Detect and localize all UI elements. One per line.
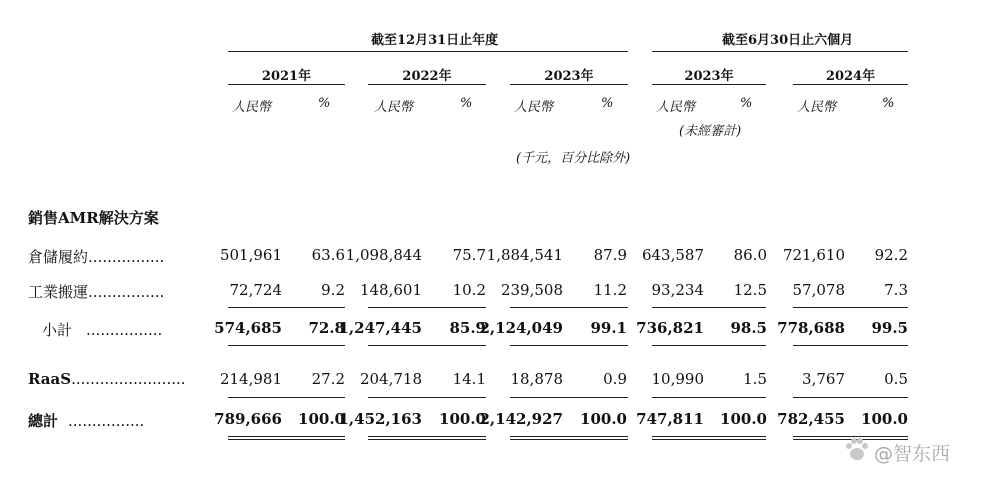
dot-leader: ........................ [71, 370, 186, 388]
cell-warehouse-2021-pct: 63.6 [311, 246, 345, 264]
cell-warehouse-2023h-rmb: 643,587 [641, 246, 704, 264]
cell-industrial-2021-rmb: 72,724 [229, 281, 282, 299]
year-rule-2022 [368, 84, 486, 85]
cell-raas-2022-rmb: 204,718 [359, 370, 422, 388]
cell-subtotal-2024h-pct: 99.5 [871, 319, 908, 337]
dot-leader: ................ [88, 248, 165, 266]
cell-raas-2023fy-rmb: 18,878 [510, 370, 563, 388]
cell-raas-2021-rmb: 214,981 [219, 370, 282, 388]
subtotal-bottom-rule-2022 [368, 345, 486, 346]
cell-raas-2024h-pct: 0.5 [884, 370, 908, 388]
cell-subtotal-2021-pct: 72.8 [308, 319, 345, 337]
cell-warehouse-2021-rmb: 501,961 [219, 246, 282, 264]
watermark-text: @智东西 [874, 443, 951, 465]
cell-subtotal-2023fy-pct: 99.1 [590, 319, 627, 337]
subtotal-bottom-rule-2023-6m [652, 345, 766, 346]
row-label-text: 總計 [28, 412, 59, 430]
cell-industrial-2024h-rmb: 57,078 [792, 281, 845, 299]
row-label-raas [28, 370, 186, 388]
cell-total-2023h-rmb: 747,811 [636, 410, 704, 428]
total-rule-2024-6m [793, 397, 908, 398]
cell-warehouse-2022-pct: 75.7 [452, 246, 486, 264]
paw-icon [842, 435, 872, 465]
unit-pct-2023-6m: % [740, 96, 753, 111]
thousand-unit-note: (千元，百分比除外) [516, 151, 631, 166]
cell-total-2023h-pct: 100.0 [720, 410, 767, 428]
subtotal-bottom-rule-2023-fy [510, 345, 628, 346]
cell-subtotal-2021-rmb: 574,685 [214, 319, 282, 337]
subtotal-rule-2022 [368, 307, 486, 308]
dot-leader: ................ [68, 412, 145, 430]
row-label-text: 小計 [42, 321, 73, 339]
total-double-rule-2021 [228, 436, 345, 440]
unit-pct-2023-fy: % [601, 96, 614, 111]
total-double-rule-2023-fy [510, 436, 628, 440]
cell-industrial-2023h-pct: 12.5 [733, 281, 767, 299]
cell-total-2024h-pct: 100.0 [861, 410, 908, 428]
unit-rmb-2021: 人民幣 [232, 100, 272, 115]
period-rule-fy [228, 51, 628, 52]
cell-total-2021-rmb: 789,666 [214, 410, 282, 428]
cell-industrial-2022-pct: 10.2 [452, 281, 486, 299]
cell-total-2022-rmb: 1,452,163 [338, 410, 422, 428]
row-label-text: 倉儲履約 [28, 248, 89, 266]
total-rule-2023-fy [510, 397, 628, 398]
cell-raas-2023fy-pct: 0.9 [603, 370, 627, 388]
total-rule-2023-6m [652, 397, 766, 398]
cell-warehouse-2023fy-pct: 87.9 [593, 246, 627, 264]
subtotal-rule-2024-6m [793, 307, 908, 308]
year-header-2023-fy: 2023年 [544, 69, 594, 84]
row-label-subtotal [42, 319, 162, 340]
cell-warehouse-2024h-rmb: 721,610 [782, 246, 845, 264]
cell-raas-2022-pct: 14.1 [452, 370, 486, 388]
subtotal-rule-2021 [228, 307, 345, 308]
cell-industrial-2021-pct: 9.2 [321, 281, 345, 299]
subtotal-bottom-rule-2024-6m [793, 345, 908, 346]
row-label-text: RaaS [28, 370, 72, 388]
year-rule-2024-6m [793, 84, 908, 85]
total-rule-2021 [228, 397, 345, 398]
cell-subtotal-2023h-rmb: 736,821 [636, 319, 704, 337]
cell-warehouse-2022-rmb: 1,098,844 [345, 246, 422, 264]
year-header-2024-6m: 2024年 [825, 69, 876, 84]
unit-rmb-2023-6m: 人民幣 [656, 100, 696, 115]
cell-total-2023fy-pct: 100.0 [580, 410, 627, 428]
cell-total-2023fy-rmb: 2,142,927 [479, 410, 563, 428]
section-title-amr-solutions: 銷售AMR解決方案 [28, 209, 159, 227]
cell-warehouse-2023fy-rmb: 1,884,541 [486, 246, 563, 264]
unit-pct-2024-6m: % [882, 96, 895, 111]
total-double-rule-2023-6m [652, 436, 766, 440]
row-label-text: 工業搬運 [28, 283, 89, 301]
period-rule-6m [652, 51, 908, 52]
total-double-rule-2022 [368, 436, 486, 440]
unit-pct-2021: % [318, 96, 331, 111]
cell-subtotal-2022-rmb: 1,247,445 [338, 319, 422, 337]
cell-industrial-2023fy-pct: 11.2 [593, 281, 627, 299]
cell-total-2021-pct: 100.0 [298, 410, 345, 428]
cell-industrial-2023h-rmb: 93,234 [651, 281, 704, 299]
year-header-2023-6m: 2023年 [684, 69, 734, 84]
unit-rmb-2024-6m: 人民幣 [797, 100, 837, 115]
subtotal-rule-2023-fy [510, 307, 628, 308]
cell-industrial-2022-rmb: 148,601 [359, 281, 422, 299]
watermark [842, 425, 992, 469]
cell-warehouse-2023h-pct: 86.0 [733, 246, 767, 264]
cell-subtotal-2023fy-rmb: 2,124,049 [479, 319, 563, 337]
year-rule-2023-fy [510, 84, 628, 85]
cell-industrial-2024h-pct: 7.3 [884, 281, 908, 299]
cell-subtotal-2024h-rmb: 778,688 [777, 319, 845, 337]
total-rule-2022 [368, 397, 486, 398]
period-header-fiscal-year: 截至12月31日止年度 [371, 33, 499, 48]
year-header-2021: 2021年 [261, 69, 312, 84]
subtotal-bottom-rule-2021 [228, 345, 345, 346]
dot-leader: ................ [86, 321, 163, 339]
unit-rmb-2023-fy: 人民幣 [514, 100, 554, 115]
cell-subtotal-2022-pct: 85.9 [449, 319, 486, 337]
year-header-2022: 2022年 [402, 69, 452, 84]
year-rule-2021 [228, 84, 345, 85]
subtotal-rule-2023-6m [652, 307, 766, 308]
cell-subtotal-2023h-pct: 98.5 [730, 319, 767, 337]
row-label-industrial [28, 281, 164, 302]
dot-leader: ................ [88, 283, 165, 301]
row-label-total [28, 410, 144, 431]
cell-total-2024h-rmb: 782,455 [777, 410, 845, 428]
cell-raas-2023h-rmb: 10,990 [651, 370, 704, 388]
cell-raas-2023h-pct: 1.5 [743, 370, 767, 388]
unaudited-note: (未經審計) [679, 124, 742, 139]
cell-raas-2024h-rmb: 3,767 [802, 370, 845, 388]
cell-raas-2021-pct: 27.2 [311, 370, 345, 388]
year-rule-2023-6m [652, 84, 766, 85]
unit-pct-2022: % [460, 96, 473, 111]
row-label-warehouse [28, 246, 164, 267]
cell-industrial-2023fy-rmb: 239,508 [500, 281, 563, 299]
unit-rmb-2022: 人民幣 [374, 100, 414, 115]
cell-warehouse-2024h-pct: 92.2 [874, 246, 908, 264]
cell-total-2022-pct: 100.0 [439, 410, 486, 428]
period-header-six-months: 截至6月30日止六個月 [722, 33, 854, 48]
